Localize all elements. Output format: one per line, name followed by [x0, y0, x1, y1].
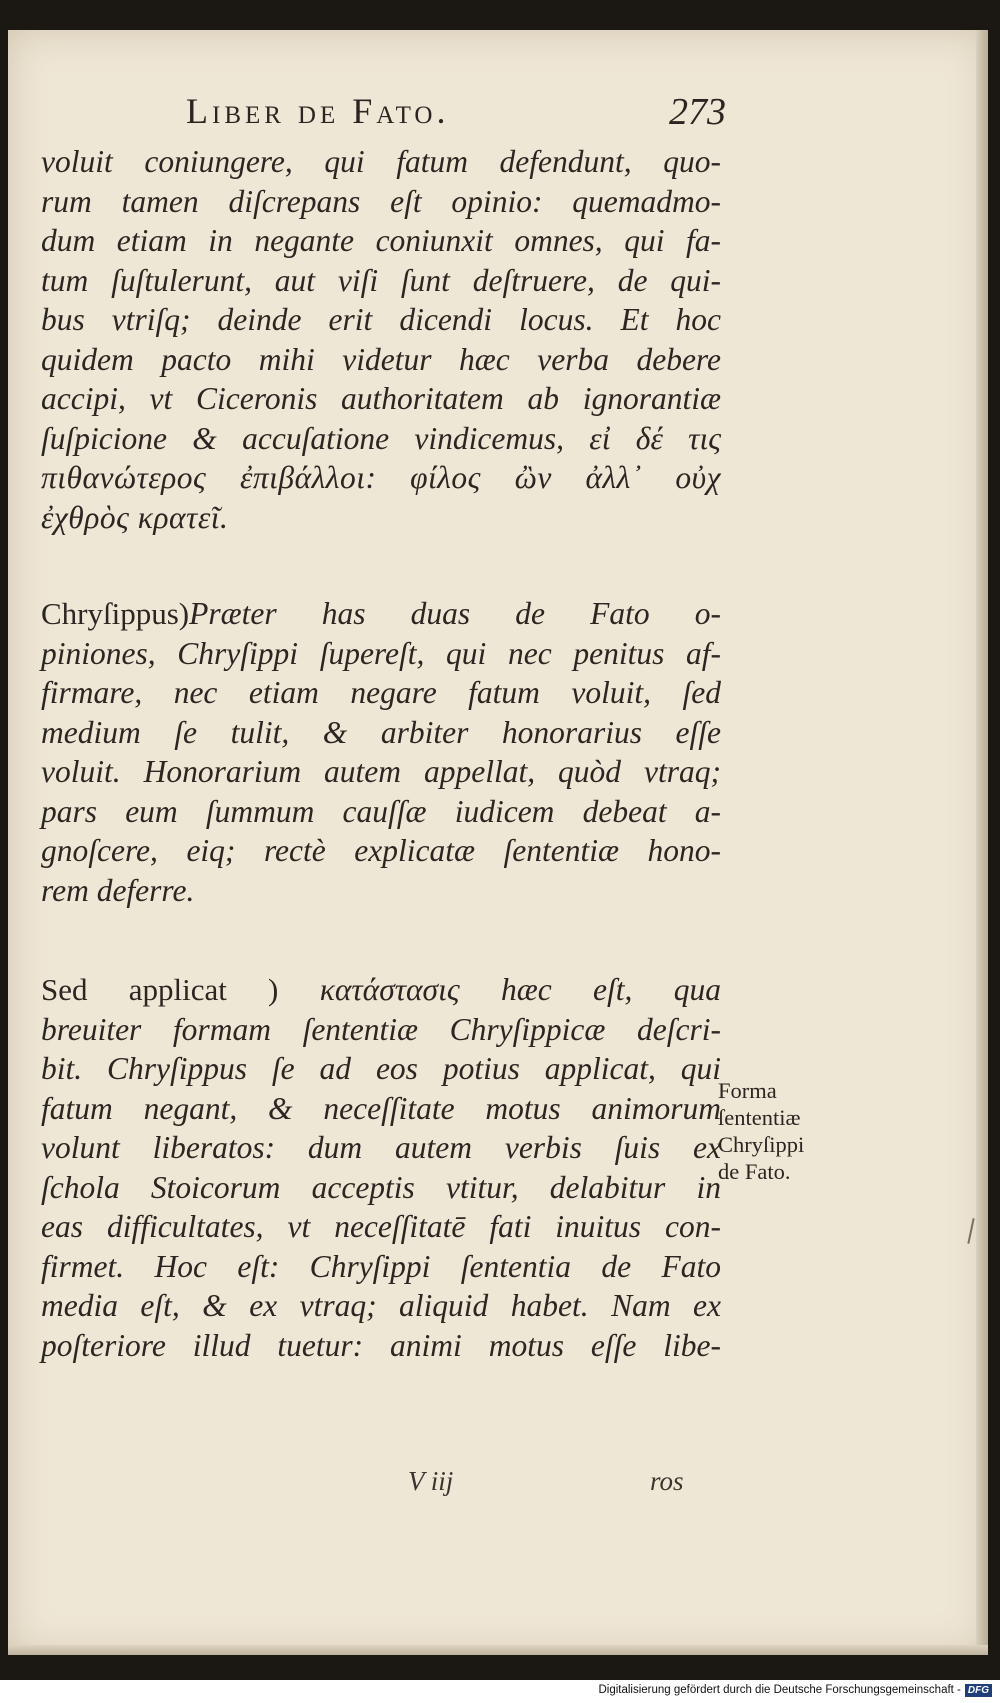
text-line: tum ſuſtulerunt, aut viſi ſunt deſtruere, de qui-	[41, 262, 721, 298]
text-line: quidem pacto mihi videtur hæc verba debere	[41, 341, 721, 377]
text-line: fatum negant, & neceſſitate motus animorum	[41, 1090, 721, 1126]
text-line: bit. Chryſippus ſe ad eos potius applicat, qui	[41, 1051, 721, 1086]
dfg-logo-icon: DFG	[965, 1684, 992, 1697]
lemma-sed-applicat: Sed applicat )	[41, 972, 279, 1007]
digitization-credit	[598, 1680, 992, 1700]
text-line: ſuſpicione & accuſatione vindicemus, εἰ δέ τις	[41, 420, 721, 456]
paragraph-gap	[41, 537, 721, 594]
text-line: breuiter formam ſententiæ Chryſippicæ deſcri-	[41, 1011, 721, 1047]
page-edge-bottom	[8, 1645, 988, 1655]
running-head	[186, 90, 726, 140]
stray-ink-mark	[967, 1218, 974, 1244]
text-line: piniones, Chryſippi ſupereſt, qui nec penitus af-	[41, 635, 721, 671]
catchword: ros	[650, 1466, 684, 1496]
paragraph-gap	[41, 910, 721, 970]
text-line: voluit coniungere, qui fatum defendunt, quo-	[41, 144, 721, 179]
marginal-note-line: ſententiæ	[718, 1105, 801, 1130]
lemma-line	[41, 594, 721, 634]
text-line: firmet. Hoc eſt: Chryſippi ſententia de Fato	[41, 1248, 721, 1284]
text-line: rem deferre.	[41, 872, 195, 908]
page-number: 273	[669, 91, 726, 133]
text-line: dum etiam in negante coniunxit omnes, qui fa-	[41, 223, 721, 258]
text-line: gnoſcere, eiq; rectè explicatæ ſententiæ hono-	[41, 833, 721, 868]
text-line: accipi, vt Ciceronis authoritatem ab ignorantiæ	[41, 381, 721, 416]
marginal-note	[718, 1077, 868, 1185]
text-line: medium ſe tulit, & arbiter honorarius eſſe	[41, 714, 721, 750]
signature-mark: V iij	[408, 1466, 454, 1496]
lemma-chrysippus: Chryſippus)	[41, 596, 190, 631]
text-line: media eſt, & ex vtraq; aliquid habet. Nam ex	[41, 1288, 721, 1323]
marginal-note-line: Forma	[718, 1078, 777, 1103]
text-line: pars eum ſummum cauſſæ iudicem debeat a-	[41, 793, 721, 829]
lemma-line	[41, 970, 721, 1010]
text-line: firmare, nec etiam negare fatum voluit, ſed	[41, 675, 721, 710]
text-line: eas difficultates, vt neceſſitatē fati inuitus con-	[41, 1209, 721, 1244]
lemma-line-rest: Præter has duas de Fato o-	[189, 596, 721, 631]
main-text-block	[41, 142, 721, 1365]
marginal-note-line: de Fato.	[718, 1159, 791, 1184]
lemma-line-rest: κατάστασις hæc eſt, qua	[319, 972, 721, 1007]
text-line: voluit. Honorarium autem appellat, quòd vtraq;	[41, 754, 721, 789]
text-line: bus vtriſq; deinde erit dicendi locus. Et hoc	[41, 302, 721, 337]
text-line: ſchola Stoicorum acceptis vtitur, delabitur in	[41, 1169, 721, 1205]
running-title: Liber de Fato.	[186, 91, 450, 131]
text-line: volunt liberatos: dum autem verbis ſuis ex	[41, 1130, 721, 1165]
text-line: rum tamen diſcrepans eſt opinio: quemadmo-	[41, 183, 721, 219]
greek-line: ἐχθρὸς κρατεῖ.	[41, 499, 229, 535]
marginal-note-line: Chryſippi	[718, 1132, 805, 1157]
book-page	[8, 30, 988, 1655]
text-line: poſteriore illud tuetur: animi motus eſſe libe-	[41, 1327, 721, 1363]
greek-line: πιθανώτερος ἐπιβάλλοι: φίλος ὢν ἀλλ᾽ οὐχ	[41, 460, 721, 495]
page-edge-right	[976, 30, 988, 1655]
credit-text: Digitalisierung gefördert durch die Deutsche Forschungsgemeinschaft -	[598, 1684, 961, 1696]
